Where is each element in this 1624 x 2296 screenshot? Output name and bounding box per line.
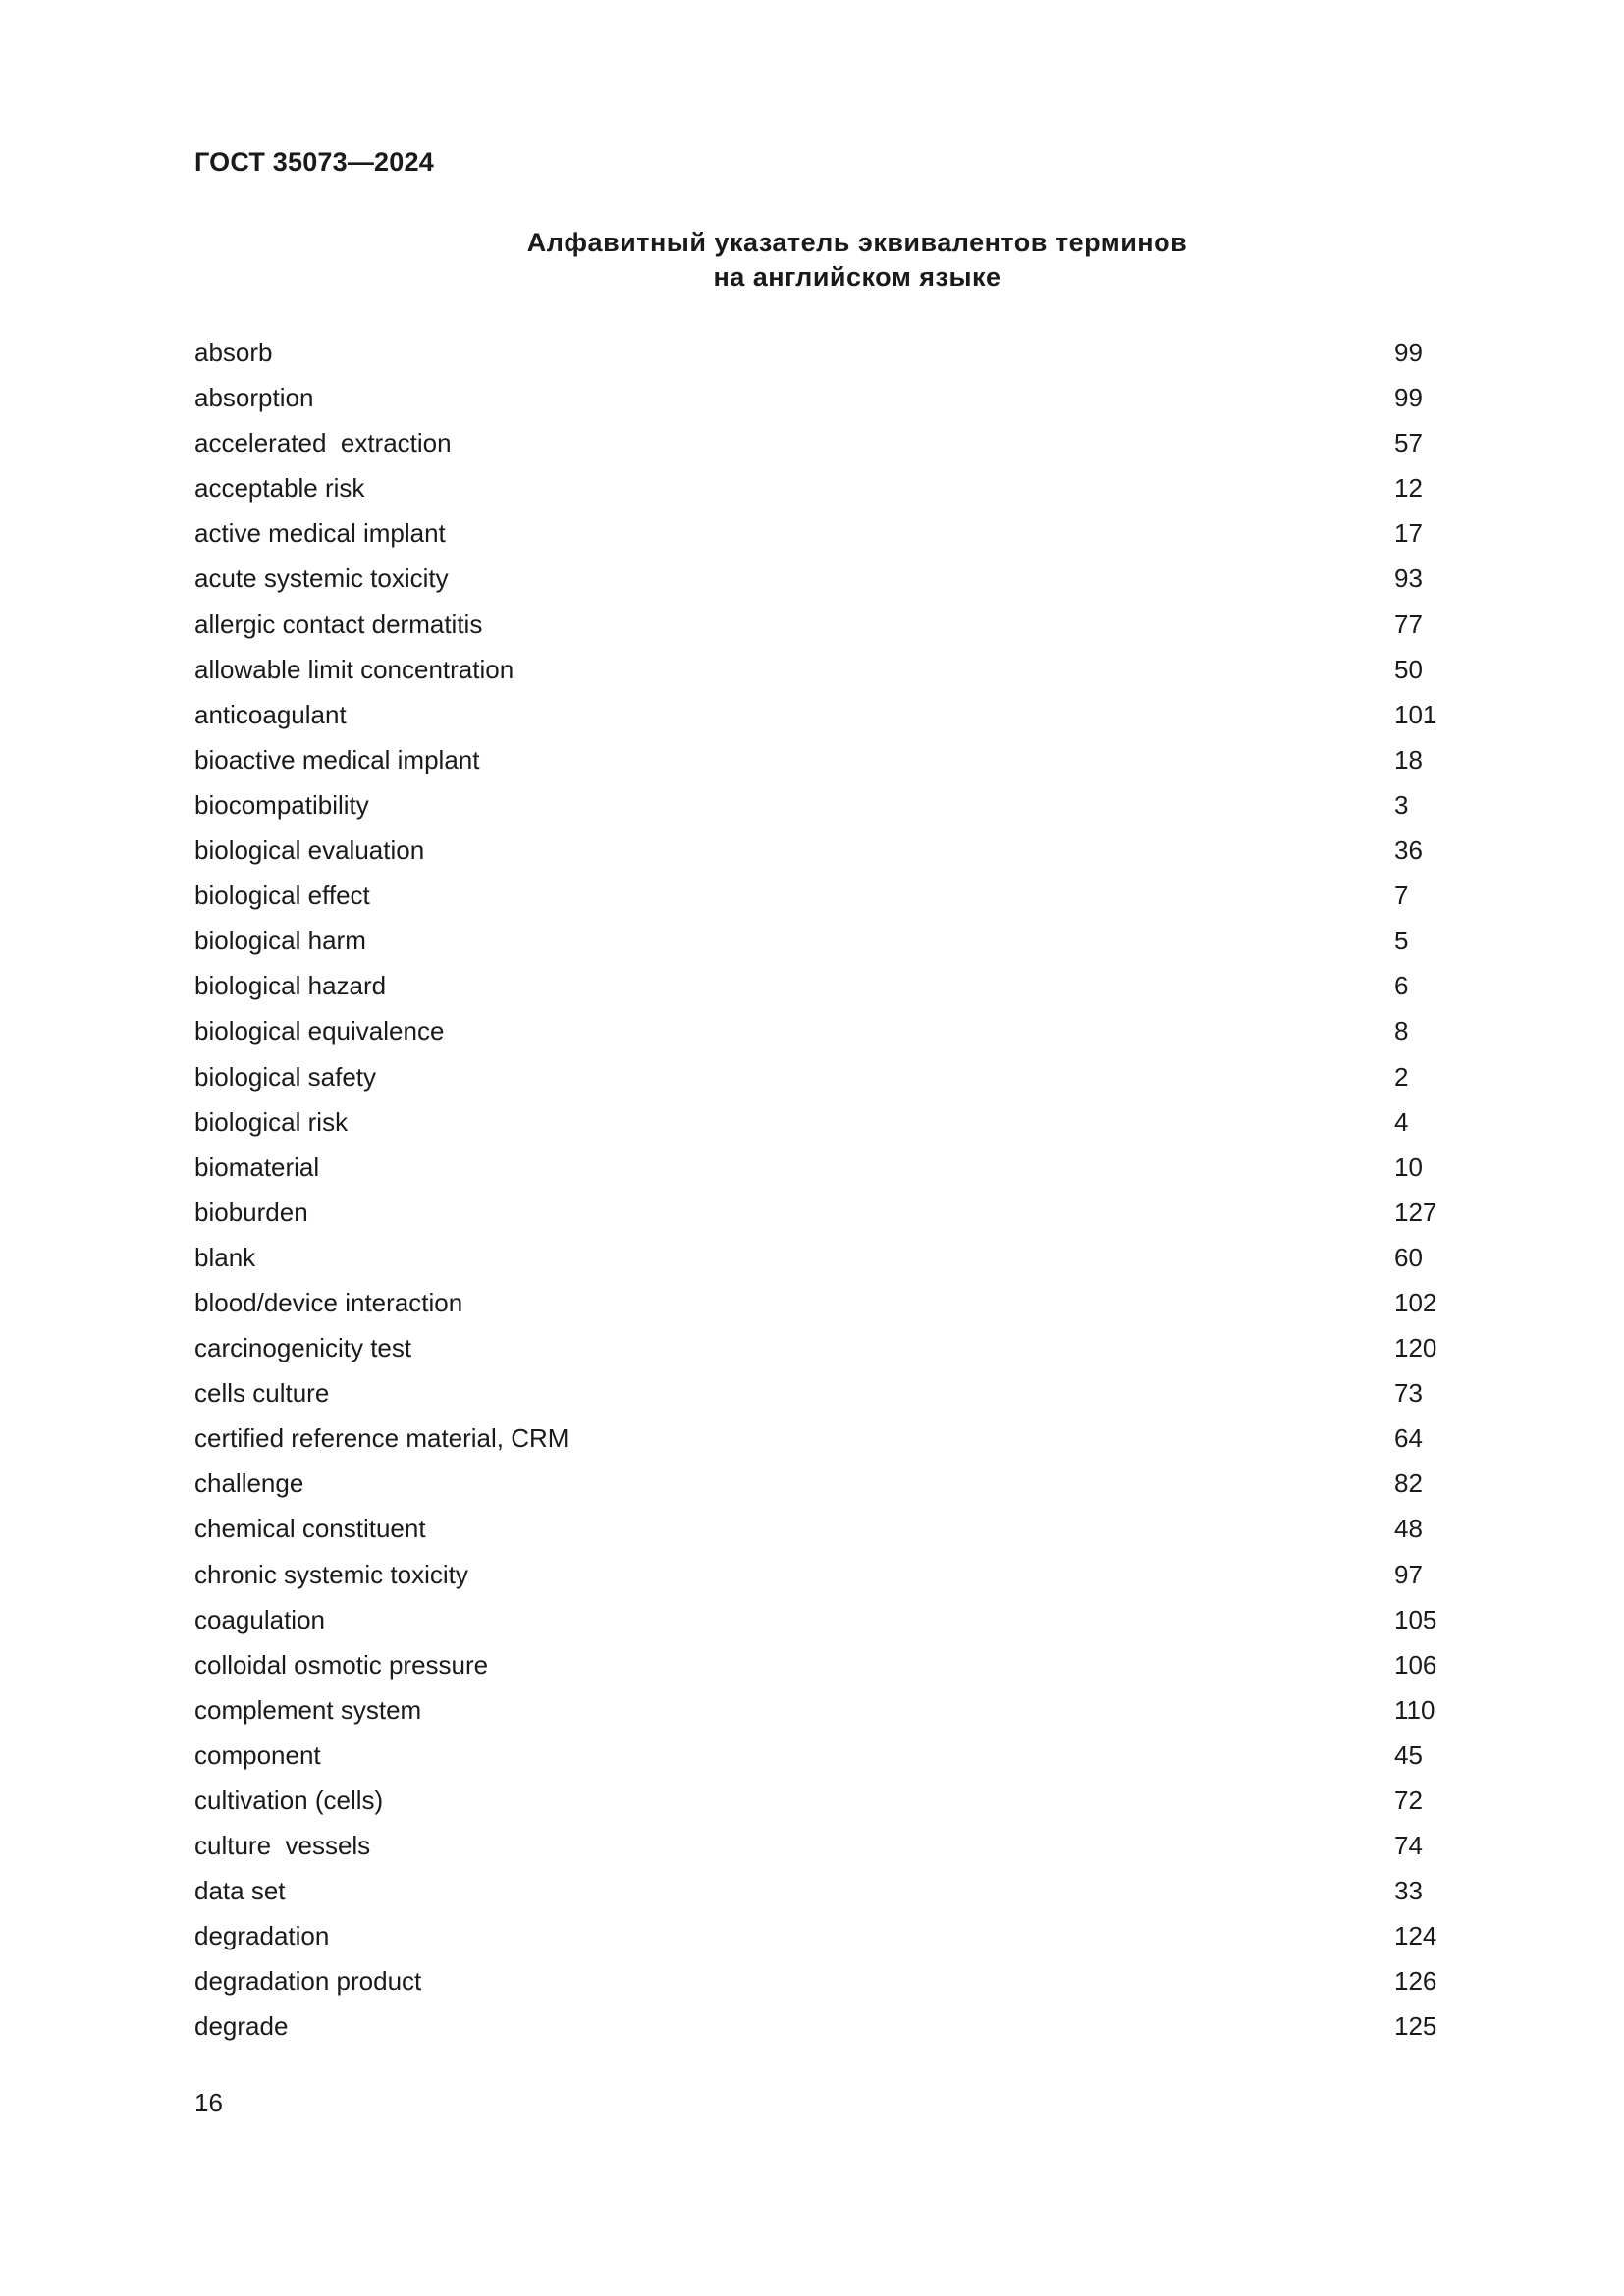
index-term: biological harm (194, 926, 366, 956)
index-term: biological evaluation (194, 835, 425, 866)
index-entry (194, 1420, 1441, 1466)
index-entry (194, 1737, 1441, 1783)
index-term-number: 74 (1394, 1831, 1423, 1861)
index-entry (194, 742, 1441, 787)
index-title-line-2: на английском языке (713, 262, 1001, 292)
index-term-number: 18 (1394, 744, 1423, 774)
index-term: challenge (194, 1468, 304, 1499)
index-term-number: 6 (1394, 971, 1409, 1001)
index-term-number: 77 (1394, 609, 1423, 639)
index-term-number: 45 (1394, 1739, 1423, 1770)
index-term-number: 110 (1394, 1694, 1435, 1725)
index-term: biological safety (194, 1061, 376, 1092)
index-entry (194, 1602, 1441, 1647)
index-term: complement system (194, 1694, 422, 1725)
index-entry (194, 1104, 1441, 1149)
index-entry (194, 470, 1441, 515)
index-term-number: 102 (1394, 1287, 1437, 1317)
index-term: cells culture (194, 1378, 330, 1409)
index-term: culture vessels (194, 1831, 371, 1861)
index-entry (194, 561, 1441, 606)
index-title (0, 226, 1624, 294)
index-term: biological effect (194, 881, 370, 911)
index-term-number: 101 (1394, 699, 1437, 729)
index-entry (194, 923, 1441, 968)
index-term-number: 7 (1394, 881, 1409, 911)
index-entry (194, 1828, 1441, 1873)
index-term-number: 4 (1394, 1106, 1409, 1137)
index-entry (194, 335, 1441, 380)
page-number: 16 (194, 2088, 223, 2117)
index-entry (194, 1511, 1441, 1556)
index-entry (194, 2008, 1441, 2054)
index-term-number: 2 (1394, 1061, 1409, 1092)
index-entry (194, 1647, 1441, 1692)
index-entry (194, 1783, 1441, 1828)
index-term: cultivation (cells) (194, 1786, 384, 1815)
index-entry (194, 878, 1441, 923)
index-term-number: 10 (1394, 1151, 1423, 1182)
index-entry (194, 1149, 1441, 1195)
index-term-number: 5 (1394, 926, 1409, 956)
index-entry (194, 1013, 1441, 1058)
index-list (194, 335, 1441, 2055)
index-term: degradation product (194, 1966, 422, 1997)
index-term: blood/device interaction (194, 1287, 463, 1317)
index-term-number: 126 (1394, 1966, 1437, 1997)
index-term: anticoagulant (194, 699, 347, 729)
index-entry (194, 1330, 1441, 1375)
index-entry (194, 697, 1441, 742)
index-term: coagulation (194, 1604, 325, 1634)
index-entry (194, 1240, 1441, 1285)
index-entry (194, 1918, 1441, 1963)
index-term: certified reference material, CRM (194, 1423, 569, 1454)
index-term: carcinogenicity test (194, 1333, 412, 1363)
index-term-number: 105 (1394, 1604, 1437, 1634)
index-term-number: 124 (1394, 1921, 1437, 1951)
index-entry (194, 1375, 1441, 1420)
index-entry (194, 425, 1441, 470)
index-term: active medical implant (194, 518, 446, 549)
index-term: component (194, 1739, 321, 1770)
index-term-number: 99 (1394, 338, 1423, 367)
index-term-number: 33 (1394, 1876, 1423, 1906)
index-term-number: 72 (1394, 1786, 1423, 1815)
index-term: absorption (194, 383, 314, 413)
index-entry (194, 787, 1441, 832)
index-entry (194, 1059, 1441, 1104)
index-term: bioburden (194, 1197, 308, 1227)
index-term-number: 125 (1394, 2011, 1437, 2042)
index-term: colloidal osmotic pressure (194, 1649, 489, 1680)
index-term: acceptable risk (194, 473, 365, 504)
index-entry (194, 607, 1441, 652)
index-term-number: 60 (1394, 1242, 1423, 1272)
index-term-number: 120 (1394, 1333, 1437, 1363)
index-term-number: 82 (1394, 1468, 1423, 1499)
index-entry (194, 1963, 1441, 2008)
page-header: ГОСТ 35073—2024 (194, 147, 434, 177)
index-entry (194, 968, 1441, 1013)
index-term-number: 36 (1394, 835, 1423, 866)
index-term: absorb (194, 338, 273, 367)
index-term: biological equivalence (194, 1016, 445, 1046)
index-term-number: 8 (1394, 1016, 1409, 1046)
index-entry (194, 1873, 1441, 1918)
index-term: accelerated extraction (194, 428, 452, 458)
index-term-number: 127 (1394, 1197, 1437, 1227)
index-term-number: 97 (1394, 1559, 1423, 1589)
index-term: blank (194, 1242, 256, 1272)
index-term-number: 50 (1394, 654, 1423, 684)
index-entry (194, 652, 1441, 697)
index-term: biocompatibility (194, 789, 369, 820)
index-term: chronic systemic toxicity (194, 1559, 468, 1589)
index-entry (194, 380, 1441, 425)
index-entry (194, 1692, 1441, 1737)
index-entry (194, 1466, 1441, 1511)
index-term: acute systemic toxicity (194, 563, 449, 594)
index-entry (194, 832, 1441, 878)
index-term-number: 93 (1394, 563, 1423, 594)
index-title-line-1: Алфавитный указатель эквивалентов терминов (526, 228, 1188, 257)
index-term: degradation (194, 1921, 330, 1951)
index-entry (194, 1557, 1441, 1602)
index-term-number: 48 (1394, 1514, 1423, 1544)
index-term: chemical constituent (194, 1514, 426, 1544)
index-entry (194, 1195, 1441, 1240)
index-term: allergic contact dermatitis (194, 609, 483, 639)
index-term-number: 12 (1394, 473, 1423, 504)
index-entry (194, 1285, 1441, 1330)
index-term-number: 3 (1394, 789, 1409, 820)
index-term: data set (194, 1876, 286, 1906)
index-entry (194, 515, 1441, 561)
index-term-number: 57 (1394, 428, 1423, 458)
index-term-number: 17 (1394, 518, 1423, 549)
index-term: degrade (194, 2011, 289, 2042)
index-term: biomaterial (194, 1151, 320, 1182)
index-term: allowable limit concentration (194, 654, 514, 684)
index-term-number: 64 (1394, 1423, 1423, 1454)
index-term-number: 99 (1394, 383, 1423, 413)
index-term: biological hazard (194, 971, 387, 1001)
index-term-number: 106 (1394, 1649, 1437, 1680)
index-term: biological risk (194, 1106, 349, 1137)
index-term: bioactive medical implant (194, 744, 480, 774)
index-term-number: 73 (1394, 1378, 1423, 1409)
